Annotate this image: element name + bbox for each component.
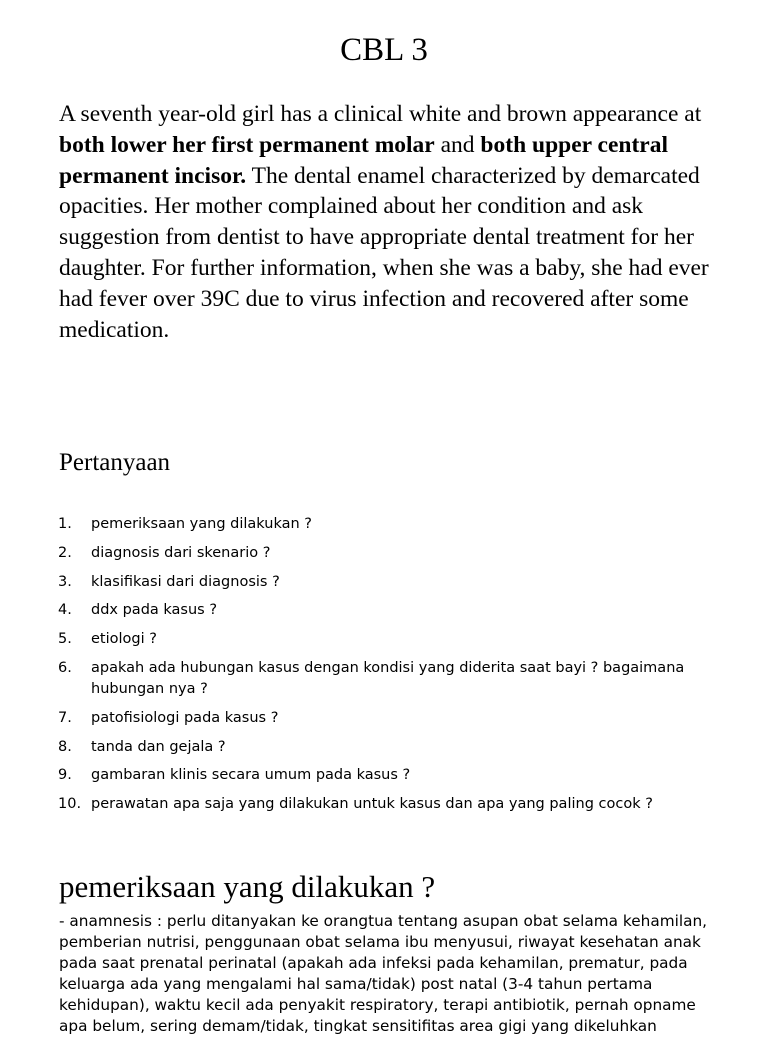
question-number: 1.	[58, 516, 72, 532]
document-title: CBL 3	[340, 32, 428, 68]
question-number: 8.	[58, 738, 72, 755]
question-number: 2.	[58, 544, 72, 561]
question-text: tanda dan gejala ?	[91, 738, 226, 755]
question-text: perawatan apa saja yang dilakukan untuk kasus dan apa yang paling cocok ?	[91, 796, 653, 813]
question-text: gambaran klinis secara umum pada kasus ?	[91, 767, 411, 784]
question-text: ddx pada kasus ?	[91, 602, 218, 619]
question-item	[58, 737, 738, 758]
section-body: - anamnesis : perlu ditanyakan ke orangtua tentang asupan obat selama kehamilan, pemberian nutrisi, penggunaan obat selama ibu menyusui, riwayat kesehatan anak pada saat prenatal perinatal (apakah ada infeksi pada kehamilan, prematur, pada keluarga ada yang mengalami hal sama/tidak) post natal (3-4 tahun pertama kehidupan), waktu kecil ada penyakit respiratory, terapi antibiotik, pernah opname apa belum, sering demam/tidak, tingkat sensitifitas area gigi yang dikeluhkan	[59, 912, 708, 1035]
question-number: 6.	[58, 659, 72, 676]
question-item	[58, 708, 738, 729]
scenario-text: A seventh year-old girl has a clinical white and brown appearance at	[59, 101, 702, 127]
question-number: 7.	[58, 709, 72, 726]
question-text: pemeriksaan yang dilakukan ?	[91, 516, 312, 532]
question-item	[58, 514, 738, 535]
scenario-bold-incisor: both upper central permanent incisor.	[59, 131, 668, 189]
question-item	[58, 765, 738, 786]
question-number: 9.	[58, 767, 72, 784]
question-item	[58, 600, 738, 621]
question-item	[58, 629, 738, 650]
scenario-text: and	[434, 131, 481, 158]
question-text: patofisiologi pada kasus ?	[91, 709, 279, 726]
question-item	[58, 543, 738, 564]
section-heading: pemeriksaan yang dilakukan ?	[59, 869, 436, 904]
question-number: 5.	[58, 631, 72, 648]
question-text: diagnosis dari skenario ?	[91, 544, 271, 561]
question-item	[58, 572, 738, 593]
question-list	[58, 514, 738, 823]
question-number: 4.	[58, 602, 72, 619]
question-item	[58, 658, 738, 700]
question-text: apakah ada hubungan kasus dengan kondisi yang diderita saat bayi ? bagaimana hubungan nya ?	[91, 659, 685, 697]
question-number: 10.	[58, 796, 82, 813]
scenario-text: The dental enamel characterized by demarcated opacities. Her mother complained about her condition and ask suggestion from dentist to have appropriate dental treatment for her daughter. For further information, when she was a baby, she had ever had fever over 39C due to virus infection and recovered after some medication.	[59, 162, 709, 343]
scenario-bold-molar: both lower her first permanent molar	[59, 131, 435, 158]
question-text: etiologi ?	[91, 631, 157, 648]
questions-heading: Pertanyaan	[59, 449, 171, 476]
question-number: 3.	[58, 573, 72, 590]
question-item	[58, 794, 738, 815]
scenario-paragraph	[59, 99, 719, 345]
question-text: klasifikasi dari diagnosis ?	[91, 573, 280, 590]
